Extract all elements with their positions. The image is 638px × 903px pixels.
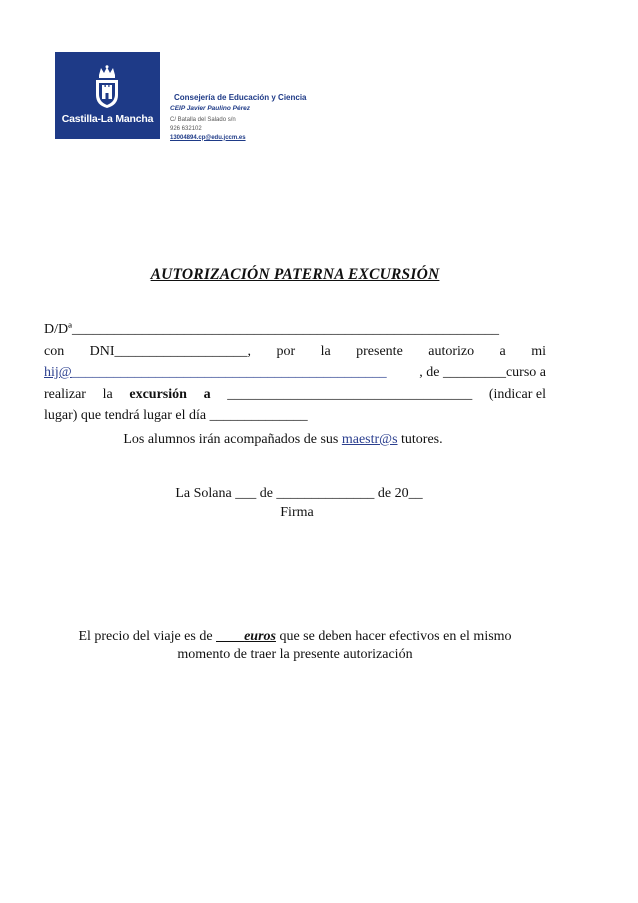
excursion-date-field: lugar) que tendrá lugar el día ______________ <box>44 408 308 423</box>
price-notice <box>0 628 590 664</box>
price-line-2: momento de traer la presente autorización <box>177 647 413 662</box>
parent-name-field: D/Dª_____________________________________________________________ <box>44 322 499 337</box>
dni-word: a <box>499 343 506 359</box>
dni-word: por <box>276 343 296 359</box>
course-field: , de _________curso a <box>419 365 546 380</box>
dni-field: DNI___________________, <box>89 343 252 359</box>
school-info <box>170 94 307 141</box>
dni-word: autorizo <box>428 343 475 359</box>
parent-name-line <box>44 319 546 341</box>
place-date-line: La Solana ___ de ______________ de 20__ <box>175 486 423 501</box>
dni-word: con <box>44 343 65 359</box>
school-phone: 926 632102 <box>170 125 202 132</box>
authorization-paragraph <box>44 319 546 427</box>
excursion-word: la <box>102 386 113 402</box>
dni-word: presente <box>356 343 403 359</box>
price-amount-field: ____ <box>216 629 245 644</box>
child-line <box>44 362 546 384</box>
dni-word: la <box>320 343 331 359</box>
excursion-word: excursión <box>129 386 187 402</box>
excursion-word: realizar <box>44 386 86 402</box>
excursion-line <box>44 384 546 406</box>
excursion-place-field: ___________________________________ <box>227 386 473 402</box>
dni-line <box>44 341 546 363</box>
logo-text: Castilla-La Mancha <box>61 113 154 125</box>
date-line <box>44 405 546 427</box>
price-line-1: El precio del viaje es de ____euros que se deben hacer efectivos en el mismo <box>78 629 512 644</box>
school-email-link[interactable]: 13004894.cp@edu.jccm.es <box>170 134 246 141</box>
child-name-field: _____________________________________________ <box>71 365 387 380</box>
department-name: Consejería de Educación y Ciencia <box>174 93 307 102</box>
school-name: CEIP Javier Paulino Pérez <box>170 105 250 112</box>
price-currency: euros <box>244 629 276 644</box>
companions-line: Los alumnos irán acompañados de sus maestr@s tutores. <box>123 432 443 447</box>
document-title: AUTORIZACIÓN PATERNA EXCURSIÓN <box>150 266 440 283</box>
signature-label: Firma <box>280 505 314 520</box>
crown-crest-icon <box>92 65 122 109</box>
excursion-hint: (indicar el <box>488 386 546 402</box>
excursion-word: a <box>203 386 211 402</box>
dni-word: mi <box>531 343 546 359</box>
castilla-la-mancha-logo <box>55 52 160 139</box>
school-address: C/ Batalla del Salado s/n <box>170 116 236 123</box>
teachers-link[interactable]: maestr@s <box>341 432 398 447</box>
child-link[interactable]: hij@ <box>44 365 72 380</box>
